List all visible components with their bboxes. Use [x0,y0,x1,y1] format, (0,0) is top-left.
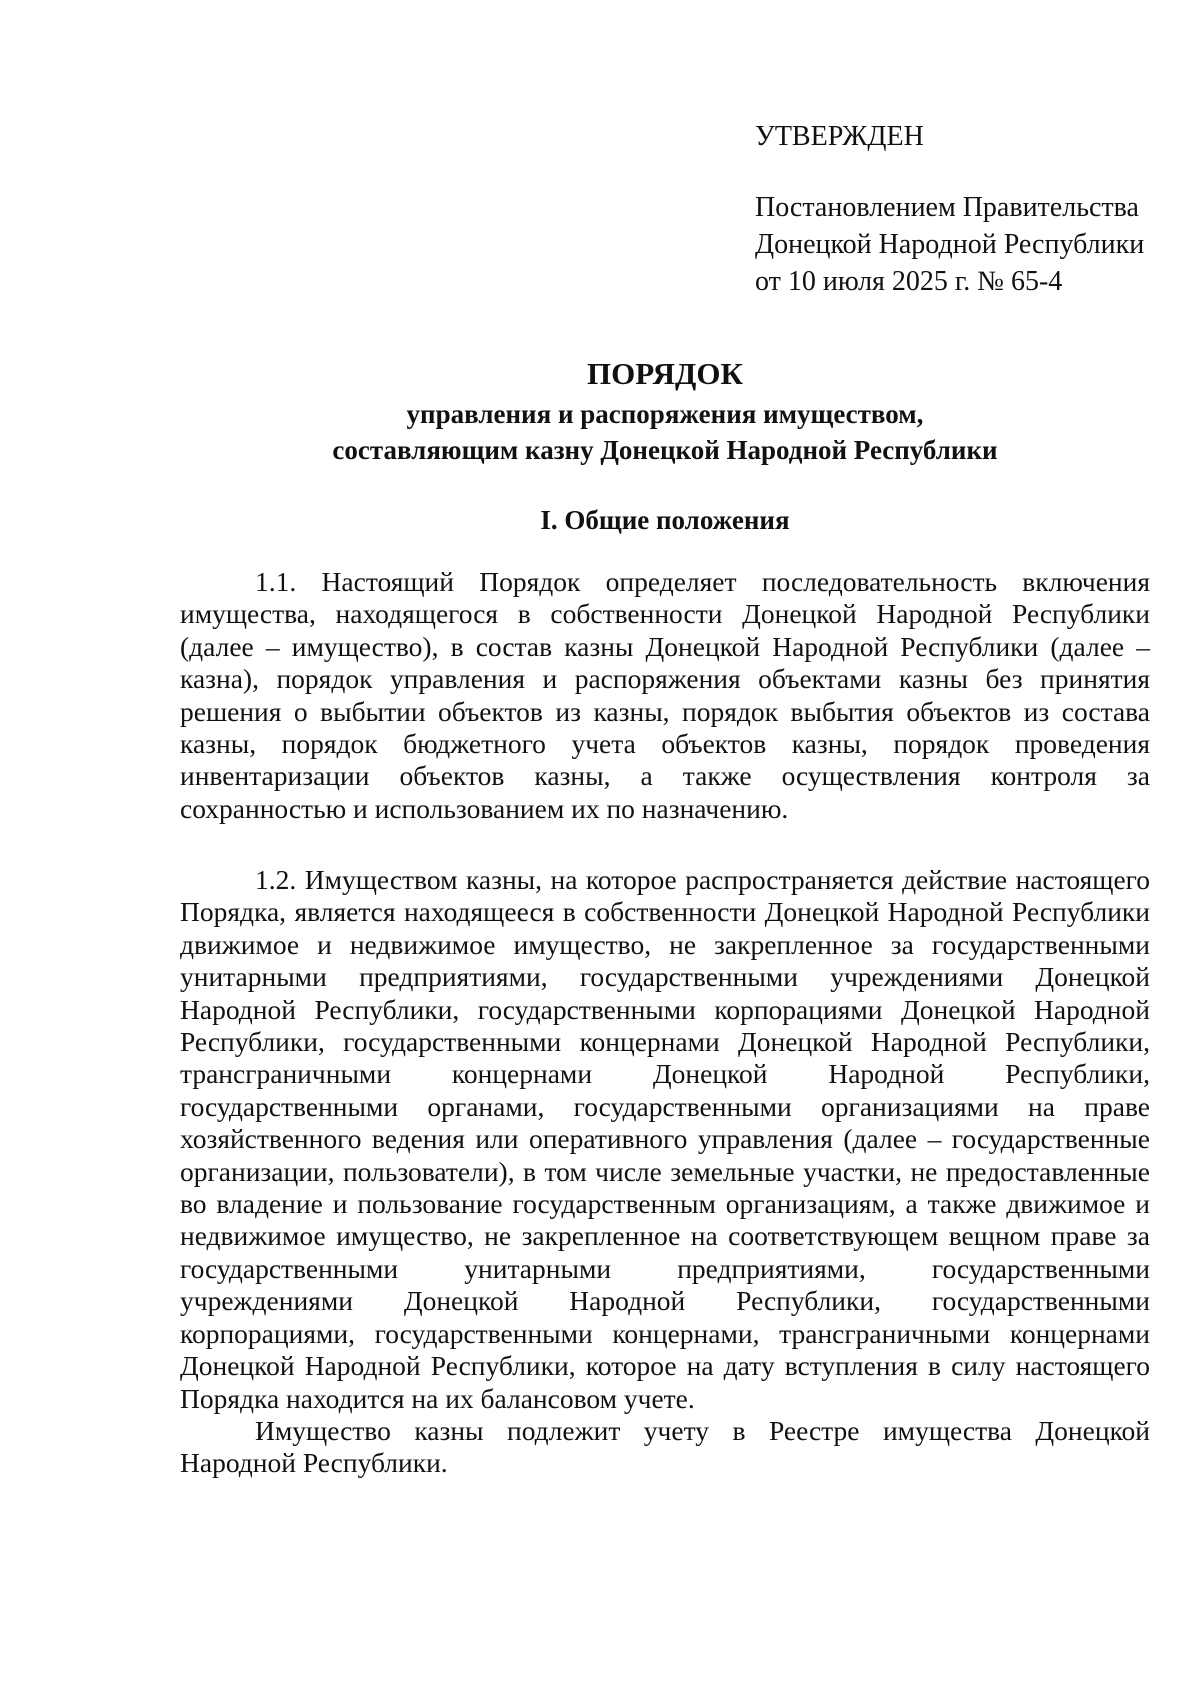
document-subtitle-line-1: управления и распоряжения имуществом, [406,399,924,429]
document-subtitle-line-2: составляющим казну Донецкой Народной Республики [332,435,998,465]
document-title: ПОРЯДОК [587,356,743,391]
approval-stamp: УТВЕРЖДЕН [755,121,924,152]
paragraph-1-2: 1.2. Имуществом казны, на которое распространяется действие настоящего Порядка, является находящееся в собственности Донецкой Народной Республики движимое и недвижимое имущество, не закрепленное за государственными унитарными предприятиями, государственными учреждениями Донецкой Народной Республики, государственными корпорациями Донецкой Народной Республики, государственными концернами Донецкой Народной Республики, трансграничными концернами Донецкой Народной Республики, государственными органами, государственными организациями на праве хозяйственного ведения или оперативного управления (далее – государственные организации, пользователи), в том числе земельные участки, не предоставленные во владение и пользование государственным организациям, а также движимое и недвижимое имущество, не закрепленное на соответствующем вещном праве за государственными унитарными предприятиями, государственными учреждениями Донецкой Народной Республики, государственными корпорациями, государственными концернами, трансграничными концернами Донецкой Народной Республики, которое на дату вступления в силу настоящего Порядка находится на их балансовом учете. [180,864,1150,1414]
approval-line-1: Постановлением Правительства [755,192,1139,223]
paragraph-1-1: 1.1. Настоящий Порядок определяет последовательность включения имущества, находящегося в собственности Донецкой Народной Республики (далее – имущество), в состав казны Донецкой Народной Республики (далее – казна), порядок управления и распоряжения объектами казны без принятия решения о выбытии объектов из казны, порядок выбытия объектов из состава казны, порядок бюджетного учета объектов казны, порядок проведения инвентаризации объектов казны, а также осуществления контроля за сохранностью и использованием их по назначению. [180,566,1150,824]
paragraph-1-1-block [180,566,1150,825]
approval-line-2: Донецкой Народной Республики [755,229,1145,260]
section-heading: I. Общие положения [540,505,790,535]
approval-line-3: от 10 июля 2025 г. № 65-4 [755,266,1063,297]
paragraph-1-2-block [180,864,1150,1480]
approval-block [755,118,1144,300]
paragraph-1-2-continuation: Имущество казны подлежит учету в Реестре имущества Донецкой Народной Республики. [180,1414,1150,1479]
document-title-block [180,354,1150,468]
